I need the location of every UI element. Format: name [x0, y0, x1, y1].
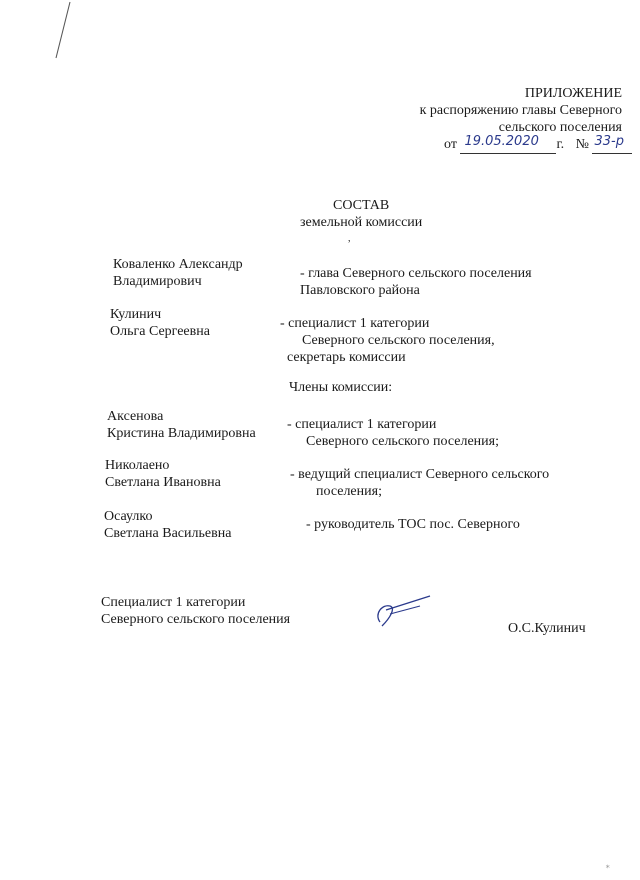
footer-signer: О.С.Кулинич — [508, 621, 586, 636]
signature-icon — [368, 592, 438, 632]
member-4-name-first: Николаено — [105, 458, 170, 473]
member-3-name-second: Кристина Владимировна — [107, 426, 256, 441]
member-1-role-1: - глава Северного сельского поселения — [300, 266, 532, 281]
members-label: Члены комиссии: — [289, 380, 393, 395]
number-value: 33-р — [594, 134, 624, 149]
appendix-line-1: к распоряжению главы Северного — [419, 103, 622, 118]
member-5-name-first: Осаулко — [104, 509, 153, 524]
stray-mark: , — [348, 233, 351, 244]
doc-title: СОСТАВ — [333, 198, 390, 213]
appendix-date-line — [444, 136, 632, 154]
member-4-role-1: - ведущий специалист Северного сельского — [290, 467, 550, 482]
member-1-name-first: Коваленко Александр — [113, 257, 243, 272]
member-4-role-2: поселения; — [316, 484, 382, 499]
member-2-role-1: - специалист 1 категории — [280, 316, 430, 331]
footer-position-1: Специалист 1 категории — [101, 595, 246, 610]
member-2-name-second: Ольга Сергеевна — [110, 324, 210, 339]
date-value: 19.05.2020 — [464, 134, 539, 149]
member-2-role-2: Северного сельского поселения, — [302, 333, 495, 348]
member-5-name-second: Светлана Васильевна — [104, 526, 232, 541]
number-prefix: № — [575, 137, 589, 152]
footer-position-2: Северного сельского поселения — [101, 612, 291, 627]
member-3-name-first: Аксенова — [107, 409, 164, 424]
member-5-role-1: - руководитель ТОС пос. Северного — [306, 517, 520, 532]
member-3-role-1: - специалист 1 категории — [287, 417, 437, 432]
member-2-name-first: Кулинич — [110, 307, 162, 322]
doc-subtitle: земельной комиссии — [300, 215, 423, 230]
date-field — [460, 136, 556, 154]
member-1-name-second: Владимирович — [113, 274, 202, 289]
member-1-role-2: Павловского района — [300, 283, 420, 298]
member-4-name-second: Светлана Ивановна — [105, 475, 221, 490]
date-prefix: от — [444, 137, 457, 152]
date-suffix: г. — [556, 137, 565, 152]
member-3-role-2: Северного сельского поселения; — [306, 434, 499, 449]
member-2-role-3: секретарь комиссии — [287, 350, 406, 365]
scan-speck: ∗ — [605, 862, 611, 871]
scan-mark-top — [52, 0, 72, 60]
number-field — [592, 136, 632, 154]
appendix-line-2: сельского поселения — [498, 120, 622, 135]
appendix-title: ПРИЛОЖЕНИЕ — [524, 86, 622, 101]
